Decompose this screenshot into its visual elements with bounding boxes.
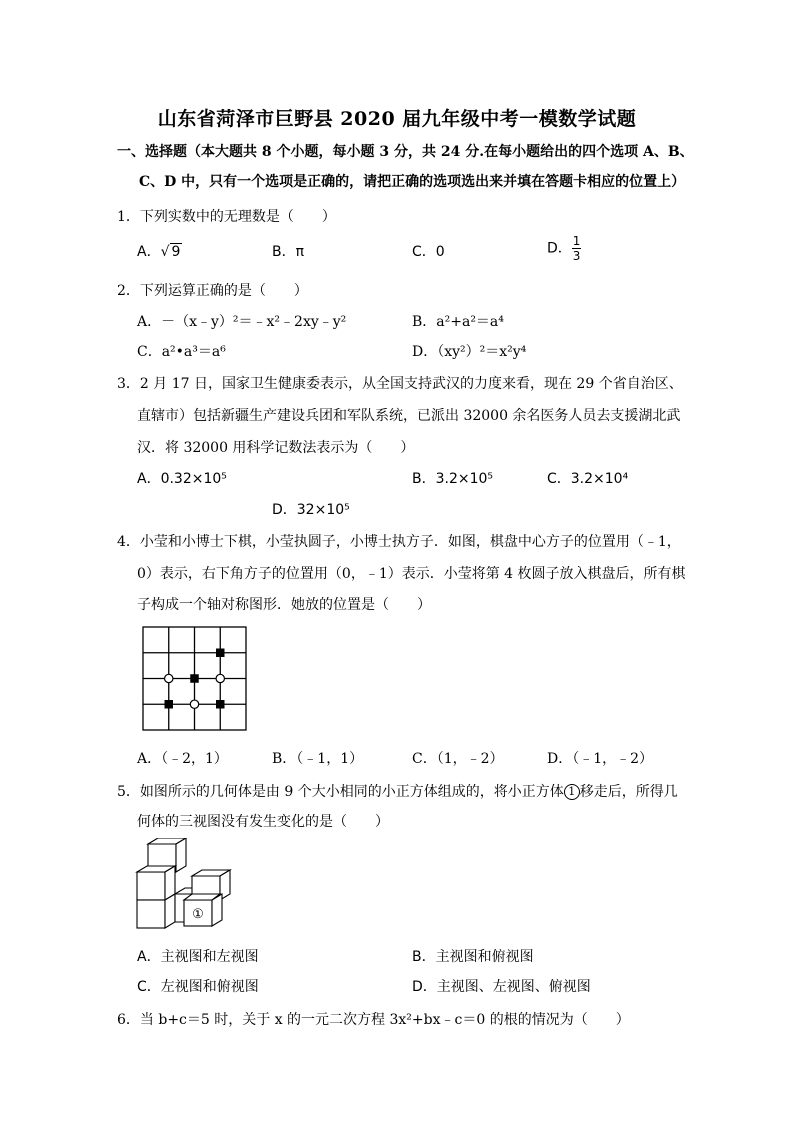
q2-option-b: B．a²+a²＝a⁴ xyxy=(412,314,504,330)
q3-line3: 汉．将 32000 用科学记数法表示为（ ） xyxy=(137,440,415,456)
q1-option-d-numerator: 1 xyxy=(572,234,581,248)
q1-option-d-denominator: 3 xyxy=(572,249,581,263)
fraction xyxy=(572,234,582,263)
q4-line3: 子构成一个轴对称图形．她放的位置是（ ） xyxy=(137,597,431,613)
q4-line2: 0）表示，右下角方子的位置用（0，﹣1）表示．小莹将第 4 枚圆子放入棋盘后，所有棋 xyxy=(137,566,686,582)
q1-stem: 1．下列实数中的无理数是（ ） xyxy=(117,209,336,225)
q5-option-b: B．主视图和俯视图 xyxy=(412,949,534,965)
q3-option-d: D．32×10⁵ xyxy=(272,502,350,518)
q4-option-d: D．（﹣1，﹣2） xyxy=(547,751,654,767)
q1-option-b: B．π xyxy=(272,244,305,260)
q3-option-b: B．3.2×10⁵ xyxy=(412,471,494,487)
q1-option-a xyxy=(137,241,182,261)
q2-option-a: A．－（x﹣y）²＝﹣x²﹣2xy﹣y² xyxy=(137,314,347,330)
q1-option-a-prefix: A． xyxy=(137,244,161,260)
q2-option-d: D．（xy²）²＝x²y⁴ xyxy=(412,344,527,360)
q5-option-d: D．主视图、左视图、俯视图 xyxy=(412,979,591,995)
q2-stem: 2．下列运算正确的是（ ） xyxy=(117,283,308,299)
round-piece xyxy=(165,674,173,682)
round-piece xyxy=(190,700,198,708)
q1-option-d-prefix: D． xyxy=(547,240,572,257)
cube-stack-figure xyxy=(134,838,238,930)
cube-label: ① xyxy=(192,907,204,922)
square-piece xyxy=(190,674,199,683)
q4-option-b: B．（﹣1，1） xyxy=(272,751,364,767)
square-piece xyxy=(216,700,225,709)
q1-option-a-radicand: 9 xyxy=(171,244,181,260)
q4-line1: 4．小莹和小博士下棋，小莹执圆子，小博士执方子．如图，棋盘中心方子的位置用（﹣1， xyxy=(117,534,681,550)
q5-line1-pre: 5．如图所示的几何体是由 9 个大小相同的小正方体组成的，将小正方体 xyxy=(117,784,564,800)
q4-option-c: C．（1，﹣2） xyxy=(412,751,504,767)
round-piece xyxy=(216,674,224,682)
q3-option-a: A．0.32×10⁵ xyxy=(137,471,227,487)
q5-line1-post: 移走后，所得几 xyxy=(579,784,678,800)
q3-option-c: C．3.2×10⁴ xyxy=(547,471,629,487)
q1-option-d xyxy=(547,234,581,263)
q5-option-a: A．主视图和左视图 xyxy=(137,949,259,965)
square-piece xyxy=(216,649,225,658)
section-heading-line2: C、D 中，只有一个选项是正确的，请把正确的选项选出来并填在答题卡相应的位置上） xyxy=(139,174,686,190)
q3-line1: 3．2 月 17 日，国家卫生健康委表示，从全国支持武汉的力度来看，现在 29 个省自治区、 xyxy=(117,376,683,392)
page-title: 山东省菏泽市巨野县 2020 届九年级中考一模数学试题 xyxy=(157,108,637,130)
chessboard-figure xyxy=(140,624,250,734)
q5-option-c: C．左视图和俯视图 xyxy=(137,979,259,995)
sqrt-symbol: √ 9 xyxy=(160,244,181,260)
q5-line1 xyxy=(117,781,678,801)
q1-option-c: C．0 xyxy=(412,244,445,260)
q6-stem: 6．当 b+c＝5 时，关于 x 的一元二次方程 3x²+bx﹣c＝0 的根的情况为（ ） xyxy=(117,1012,630,1028)
q4-option-a: A．（﹣2，1） xyxy=(137,751,228,767)
q2-option-c: C．a²•a³＝a⁶ xyxy=(137,344,226,360)
circled-number: 1 xyxy=(564,784,580,800)
section-heading-line1: 一、选择题（本大题共 8 个小题，每小题 3 分，共 24 分.在每小题给出的四个选项 A、B、 xyxy=(117,144,694,160)
q5-line2: 何体的三视图没有发生变化的是（ ） xyxy=(137,814,389,830)
q3-line2: 直辖市）包括新疆生产建设兵团和军队系统，已派出 32000 余名医务人员去支援湖北武 xyxy=(137,408,681,424)
square-piece xyxy=(165,700,174,709)
